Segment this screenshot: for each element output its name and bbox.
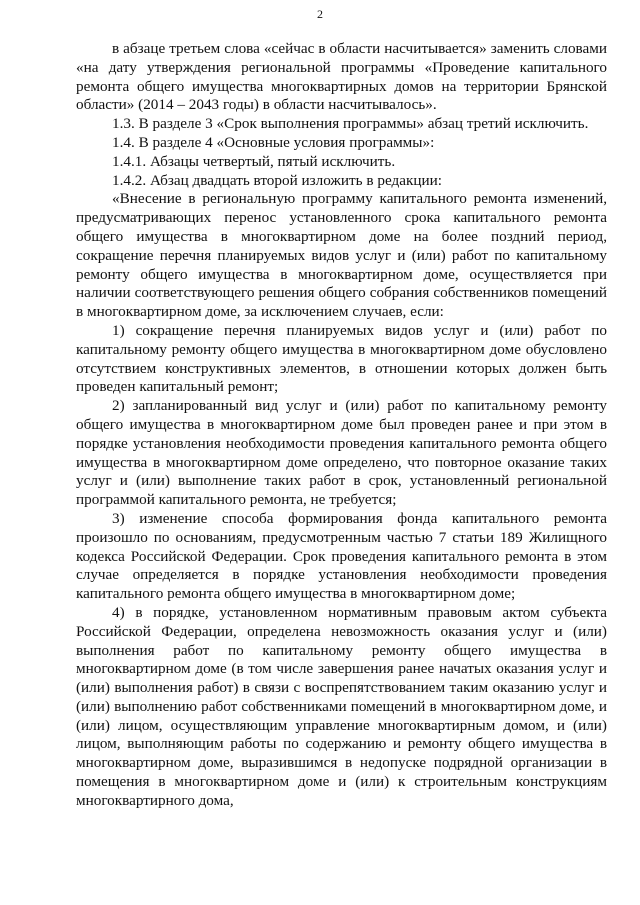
list-item-1: 1) сокращение перечня планируемых видов услуг и (или) работ по капитальному ремонту общего имущества в многоквартирном доме обусловлено отсутствием конструктивных элементов, в отношении которых должен быть проведен капитальный ремонт; — [76, 321, 607, 396]
paragraph-1-4-1: 1.4.1. Абзацы четвертый, пятый исключить. — [112, 152, 396, 170]
list-item-4: 4) в порядке, установленном нормативным правовым актом субъекта Российской Федерации, определена невозможность оказания услуг и (или) выполнения работ по капитальному ремонту общего имущества в многоквартирном доме (в том числе завершения ранее начатых оказания услуг и (или) выполнения работ) в связи с воспрепятствованием таким оказанию услуг и (или) выполнению работ собственниками помещений в многоквартирном доме, и (или) лицом, осуществляющим управление многоквартирным домом, и (или) лицом, выполняющим работы по содержанию и ремонту общего имущества в многоквартирном доме, выразившимся в недопуске подрядной организации в помещения в многоквартирном доме и (или) к строительным конструкциям многоквартирного дома, — [76, 603, 607, 809]
paragraph-amendment-third-para: в абзаце третьем слова «сейчас в области насчитывается» заменить словами «на дату утверждения региональной программы «Проведение капитального ремонта общего имущества многоквартирных домов на территории Брянской области» (2014 – 2043 годы) в области насчитывалось». — [76, 40, 607, 114]
paragraph-1-3: 1.3. В разделе 3 «Срок выполнения программы» абзац третий исключить. — [112, 115, 589, 133]
paragraph-quoted-text: «Внесение в региональную программу капитального ремонта изменений, предусматривающих перенос установленного срока капитального ремонта общего имущества в многоквартирном доме на более поздний период, сокращение перечня планируемых видов услуг и (или) работ по капитальному ремонту общего имущества в многоквартирном доме, осуществляется при наличии соответствующего решения общего собрания собственников помещений в многоквартирном доме, за исключением случаев, если: — [76, 190, 607, 321]
list-item-3: 3) изменение способа формирования фонда капитального ремонта произошло по основаниям, предусмотренным частью 7 статьи 189 Жилищного кодекса Российской Федерации. Срок проведения капитального ремонта в этом случае определяется в порядке установления необходимости проведения капитального ремонта общего имущества в многоквартирном доме; — [76, 509, 607, 603]
list-item-2: 2) запланированный вид услуг и (или) работ по капитальному ремонту общего имущества в многоквартирном доме был проведен ранее и при этом в порядке установления необходимости проведения капитального ремонта общего имущества в многоквартирном доме определено, что повторное оказание таких услуг и (или) выполнение таких работ в срок, установленный региональной программой капитального ремонта, не требуется; — [76, 397, 607, 509]
paragraph-1-4: 1.4. В разделе 4 «Основные условия программы»: — [112, 133, 435, 151]
document-body — [76, 40, 607, 811]
page-number: 2 — [317, 7, 323, 21]
paragraph-1-4-2: 1.4.2. Абзац двадцать второй изложить в редакции: — [112, 171, 442, 189]
